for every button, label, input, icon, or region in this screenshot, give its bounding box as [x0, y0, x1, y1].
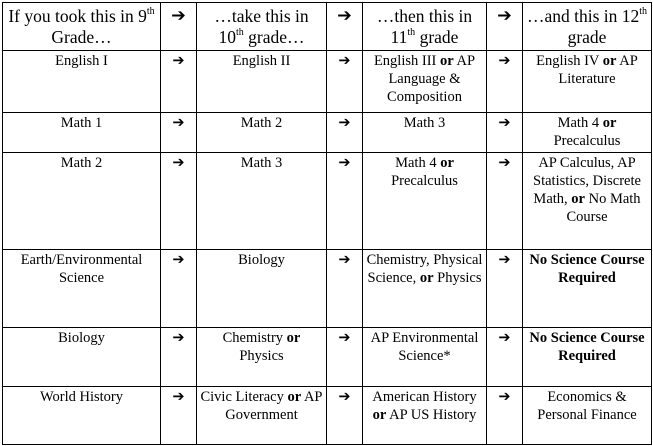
grade10-course: Chemistry or Physics	[197, 328, 327, 387]
arrow-icon: ➔	[487, 3, 523, 51]
arrow-icon: ➔	[487, 113, 523, 153]
header-grade12: …and this in 12th grade	[523, 3, 652, 51]
arrow-icon: ➔	[161, 328, 197, 387]
arrow-icon: ➔	[327, 387, 363, 445]
arrow-icon: ➔	[487, 328, 523, 387]
table-row	[3, 328, 652, 387]
grade11-course: Chemistry, Physical Science, or Physics	[363, 250, 487, 328]
grade10-course: Civic Literacy or AP Government	[197, 387, 327, 445]
arrow-icon: ➔	[327, 153, 363, 250]
arrow-icon: ➔	[327, 113, 363, 153]
arrow-icon: ➔	[161, 250, 197, 328]
arrow-icon: ➔	[327, 3, 363, 51]
header-grade10: …take this in 10th grade…	[197, 3, 327, 51]
grade10-course: Math 3	[197, 153, 327, 250]
grade12-course: No Science Course Required	[523, 250, 652, 328]
grade10-course: Biology	[197, 250, 327, 328]
table-row	[3, 250, 652, 328]
grade9-course: Math 2	[3, 153, 161, 250]
grade10-course: English II	[197, 51, 327, 113]
arrow-icon: ➔	[161, 51, 197, 113]
grade9-course: Biology	[3, 328, 161, 387]
arrow-icon: ➔	[487, 153, 523, 250]
grade9-course: World History	[3, 387, 161, 445]
arrow-icon: ➔	[327, 328, 363, 387]
table-row	[3, 51, 652, 113]
grade12-course: Math 4 or Precalculus	[523, 113, 652, 153]
table-row	[3, 113, 652, 153]
arrow-icon: ➔	[327, 51, 363, 113]
arrow-icon: ➔	[487, 250, 523, 328]
arrow-icon: ➔	[327, 250, 363, 328]
grade11-course: Math 4 or Precalculus	[363, 153, 487, 250]
grade10-course: Math 2	[197, 113, 327, 153]
table-row	[3, 153, 652, 250]
header-grade9: If you took this in 9th Grade…	[3, 3, 161, 51]
grade11-course: Math 3	[363, 113, 487, 153]
arrow-icon: ➔	[487, 51, 523, 113]
grade11-course: English III or AP Language & Composition	[363, 51, 487, 113]
grade9-course: Math 1	[3, 113, 161, 153]
grade12-course: AP Calculus, AP Statistics, Discrete Math, or No Math Course	[523, 153, 652, 250]
header-grade11: …then this in 11th grade	[363, 3, 487, 51]
header-row	[3, 3, 652, 51]
arrow-icon: ➔	[161, 387, 197, 445]
grade9-course: Earth/Environmental Science	[3, 250, 161, 328]
grade12-course: Economics & Personal Finance	[523, 387, 652, 445]
grade11-course: American History or AP US History	[363, 387, 487, 445]
arrow-icon: ➔	[161, 153, 197, 250]
grade12-course: No Science Course Required	[523, 328, 652, 387]
grade11-course: AP Environmental Science*	[363, 328, 487, 387]
table-row	[3, 387, 652, 445]
course-plan-table	[2, 2, 652, 445]
arrow-icon: ➔	[161, 113, 197, 153]
grade9-course: English I	[3, 51, 161, 113]
grade12-course: English IV or AP Literature	[523, 51, 652, 113]
arrow-icon: ➔	[161, 3, 197, 51]
arrow-icon: ➔	[487, 387, 523, 445]
